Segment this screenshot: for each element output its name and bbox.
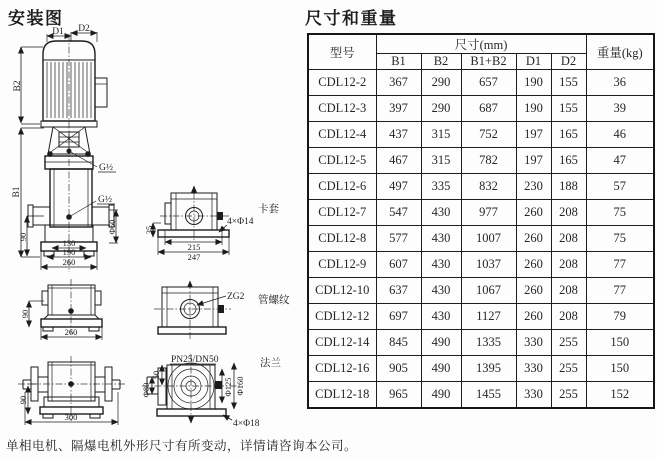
dim-label-130: 130 (62, 238, 76, 248)
cell-weight: 152 (586, 382, 654, 409)
cell-b2: 290 (421, 70, 461, 96)
cell-b1b2: 1395 (461, 356, 516, 382)
cell-b1: 547 (376, 200, 421, 226)
flange-connection-view (141, 354, 281, 429)
cell-b1b2: 1335 (461, 330, 516, 356)
cell-model: CDL12-4 (308, 122, 376, 148)
cell-model: CDL12-6 (308, 174, 376, 200)
table-row (308, 70, 654, 96)
cell-b2: 490 (421, 382, 461, 409)
cell-model: CDL12-5 (308, 148, 376, 174)
cell-model: CDL12-12 (308, 304, 376, 330)
cell-weight: 79 (586, 304, 654, 330)
page-title-installation-diagram: 安装图 (8, 9, 64, 28)
cell-weight: 77 (586, 278, 654, 304)
cell-d1: 260 (516, 226, 551, 252)
table-row (308, 122, 654, 148)
cell-d2: 188 (551, 174, 586, 200)
cell-weight: 39 (586, 96, 654, 122)
cell-d2: 155 (551, 96, 586, 122)
dim-label-90-main: 90 (18, 232, 28, 242)
cell-b2: 430 (421, 252, 461, 278)
dim-label-260-base: 260 (64, 327, 78, 337)
bolt-label-4xphi14: 4×Φ14 (227, 217, 254, 227)
callout-flange: 法兰 (260, 357, 281, 369)
cell-d2: 208 (551, 200, 586, 226)
table-row (308, 226, 654, 252)
cell-b2: 430 (421, 226, 461, 252)
cell-d2: 165 (551, 148, 586, 174)
cell-b2: 315 (421, 122, 461, 148)
cell-weight: 46 (586, 122, 654, 148)
cell-model: CDL12-10 (308, 278, 376, 304)
ferrule-connection-view (144, 186, 279, 262)
cell-b1b2: 832 (461, 174, 516, 200)
cell-b1b2: 1067 (461, 278, 516, 304)
installation-diagram (0, 24, 302, 438)
dim-label-247: 247 (187, 252, 201, 262)
cell-weight: 57 (586, 174, 654, 200)
footer-note: 单相电机、隔爆电机外形尺寸有所变动，详情请咨询本公司。 (6, 439, 358, 453)
thread-label-zg2: ZG2 (227, 292, 245, 302)
cell-d2: 208 (551, 304, 586, 330)
dim-label-90-base: 90 (20, 309, 30, 319)
cell-b1b2: 1455 (461, 382, 516, 409)
col-header-d1: D1 (516, 54, 551, 70)
col-header-size-group: 尺寸(mm) (376, 34, 586, 54)
cell-b2: 490 (421, 330, 461, 356)
cell-weight: 75 (586, 226, 654, 252)
table-row (308, 200, 654, 226)
cell-d2: 155 (551, 70, 586, 96)
table-row (308, 356, 654, 382)
table-row (308, 96, 654, 122)
dim-label-190: 190 (62, 247, 76, 257)
port-label-g-half-bottom: G½ (98, 195, 112, 205)
cell-d1: 330 (516, 330, 551, 356)
dim-label-90-side: 90 (18, 395, 28, 405)
cell-weight: 47 (586, 148, 654, 174)
cell-b1: 367 (376, 70, 421, 96)
spec-table (307, 33, 655, 409)
cell-b2: 490 (421, 356, 461, 382)
cell-model: CDL12-16 (308, 356, 376, 382)
cell-d2: 255 (551, 356, 586, 382)
cell-d2: 208 (551, 252, 586, 278)
cell-b1b2: 1127 (461, 304, 516, 330)
dim-label-b1: B1 (12, 186, 22, 198)
cell-b2: 335 (421, 174, 461, 200)
cell-b1: 467 (376, 148, 421, 174)
pipe-thread-connection-view (154, 281, 290, 339)
cell-d1: 260 (516, 200, 551, 226)
cell-b2: 430 (421, 304, 461, 330)
cell-b1: 397 (376, 96, 421, 122)
pump-side-view (18, 356, 126, 425)
cell-b2: 290 (421, 96, 461, 122)
dim-label-d1: D1 (52, 27, 64, 37)
col-header-model: 型号 (308, 34, 376, 70)
cell-b1b2: 657 (461, 70, 516, 96)
cell-b1: 905 (376, 356, 421, 382)
dim-label-50: 50 (151, 370, 161, 380)
table-row (308, 304, 654, 330)
cell-d1: 330 (516, 356, 551, 382)
cell-b2: 430 (421, 200, 461, 226)
pump-main-view (12, 24, 118, 272)
cell-model: CDL12-3 (308, 96, 376, 122)
table-row (308, 278, 654, 304)
cell-model: CDL12-18 (308, 382, 376, 409)
cell-b1: 697 (376, 304, 421, 330)
dim-label-phi160: Φ160 (235, 376, 245, 396)
cell-b1b2: 1037 (461, 252, 516, 278)
cell-b1: 437 (376, 122, 421, 148)
cell-b1: 607 (376, 252, 421, 278)
cell-d1: 260 (516, 252, 551, 278)
col-header-weight: 重量(kg) (586, 34, 654, 70)
cell-model: CDL12-8 (308, 226, 376, 252)
bolt-label-4xphi18: 4×Φ18 (233, 419, 260, 429)
cell-model: CDL12-9 (308, 252, 376, 278)
dim-label-phi60: Φ60 (107, 219, 117, 235)
col-header-b2: B2 (421, 54, 461, 70)
table-row (308, 330, 654, 356)
cell-d1: 230 (516, 174, 551, 200)
dim-label-d2: D2 (78, 24, 90, 34)
dim-label-300: 300 (64, 412, 78, 422)
cell-b1: 637 (376, 278, 421, 304)
callout-pipe-thread: 管螺纹 (258, 294, 290, 306)
cell-d2: 255 (551, 330, 586, 356)
cell-b2: 430 (421, 278, 461, 304)
dim-label-b2: B2 (13, 80, 23, 92)
cell-d1: 190 (516, 70, 551, 96)
dim-label-260-main: 260 (62, 257, 76, 267)
cell-b1: 965 (376, 382, 421, 409)
cell-b1: 497 (376, 174, 421, 200)
cell-b1b2: 752 (461, 122, 516, 148)
cell-b1b2: 1007 (461, 226, 516, 252)
cell-weight: 77 (586, 252, 654, 278)
pump-base-front-view (20, 279, 102, 340)
cell-b1: 577 (376, 226, 421, 252)
cell-weight: 36 (586, 70, 654, 96)
dim-label-215: 215 (187, 242, 201, 252)
cell-model: CDL12-7 (308, 200, 376, 226)
spec-table-container (307, 33, 655, 409)
cell-b1b2: 687 (461, 96, 516, 122)
cell-weight: 150 (586, 330, 654, 356)
dim-label-phi80: Φ80 (141, 382, 151, 398)
cell-d1: 260 (516, 278, 551, 304)
cell-model: CDL12-14 (308, 330, 376, 356)
cell-weight: 75 (586, 200, 654, 226)
cell-b1b2: 977 (461, 200, 516, 226)
dim-label-phi125: Φ125 (223, 377, 233, 397)
cell-d2: 165 (551, 122, 586, 148)
cell-d2: 255 (551, 382, 586, 409)
cell-model: CDL12-2 (308, 70, 376, 96)
table-row (308, 174, 654, 200)
cell-d2: 208 (551, 226, 586, 252)
table-row (308, 252, 654, 278)
cell-d1: 260 (516, 304, 551, 330)
cell-weight: 150 (586, 356, 654, 382)
table-row (308, 382, 654, 409)
col-header-b1: B1 (376, 54, 421, 70)
cell-d1: 190 (516, 96, 551, 122)
cell-d1: 330 (516, 382, 551, 409)
spec-table-body (308, 70, 654, 409)
cell-d2: 208 (551, 278, 586, 304)
page-title-dimensions-weight: 尺寸和重量 (305, 9, 398, 28)
port-label-g-half-top: G½ (99, 163, 113, 173)
col-header-b1b2: B1+B2 (461, 54, 516, 70)
cell-b2: 315 (421, 148, 461, 174)
col-header-d2: D2 (551, 54, 586, 70)
flange-rating-label: PN25/DN50 (171, 355, 219, 365)
cell-b1: 845 (376, 330, 421, 356)
table-row (308, 148, 654, 174)
callout-ferrule: 卡套 (258, 203, 279, 215)
cell-b1b2: 782 (461, 148, 516, 174)
dim-label-35: 35 (144, 225, 154, 235)
cell-d1: 197 (516, 148, 551, 174)
cell-d1: 197 (516, 122, 551, 148)
